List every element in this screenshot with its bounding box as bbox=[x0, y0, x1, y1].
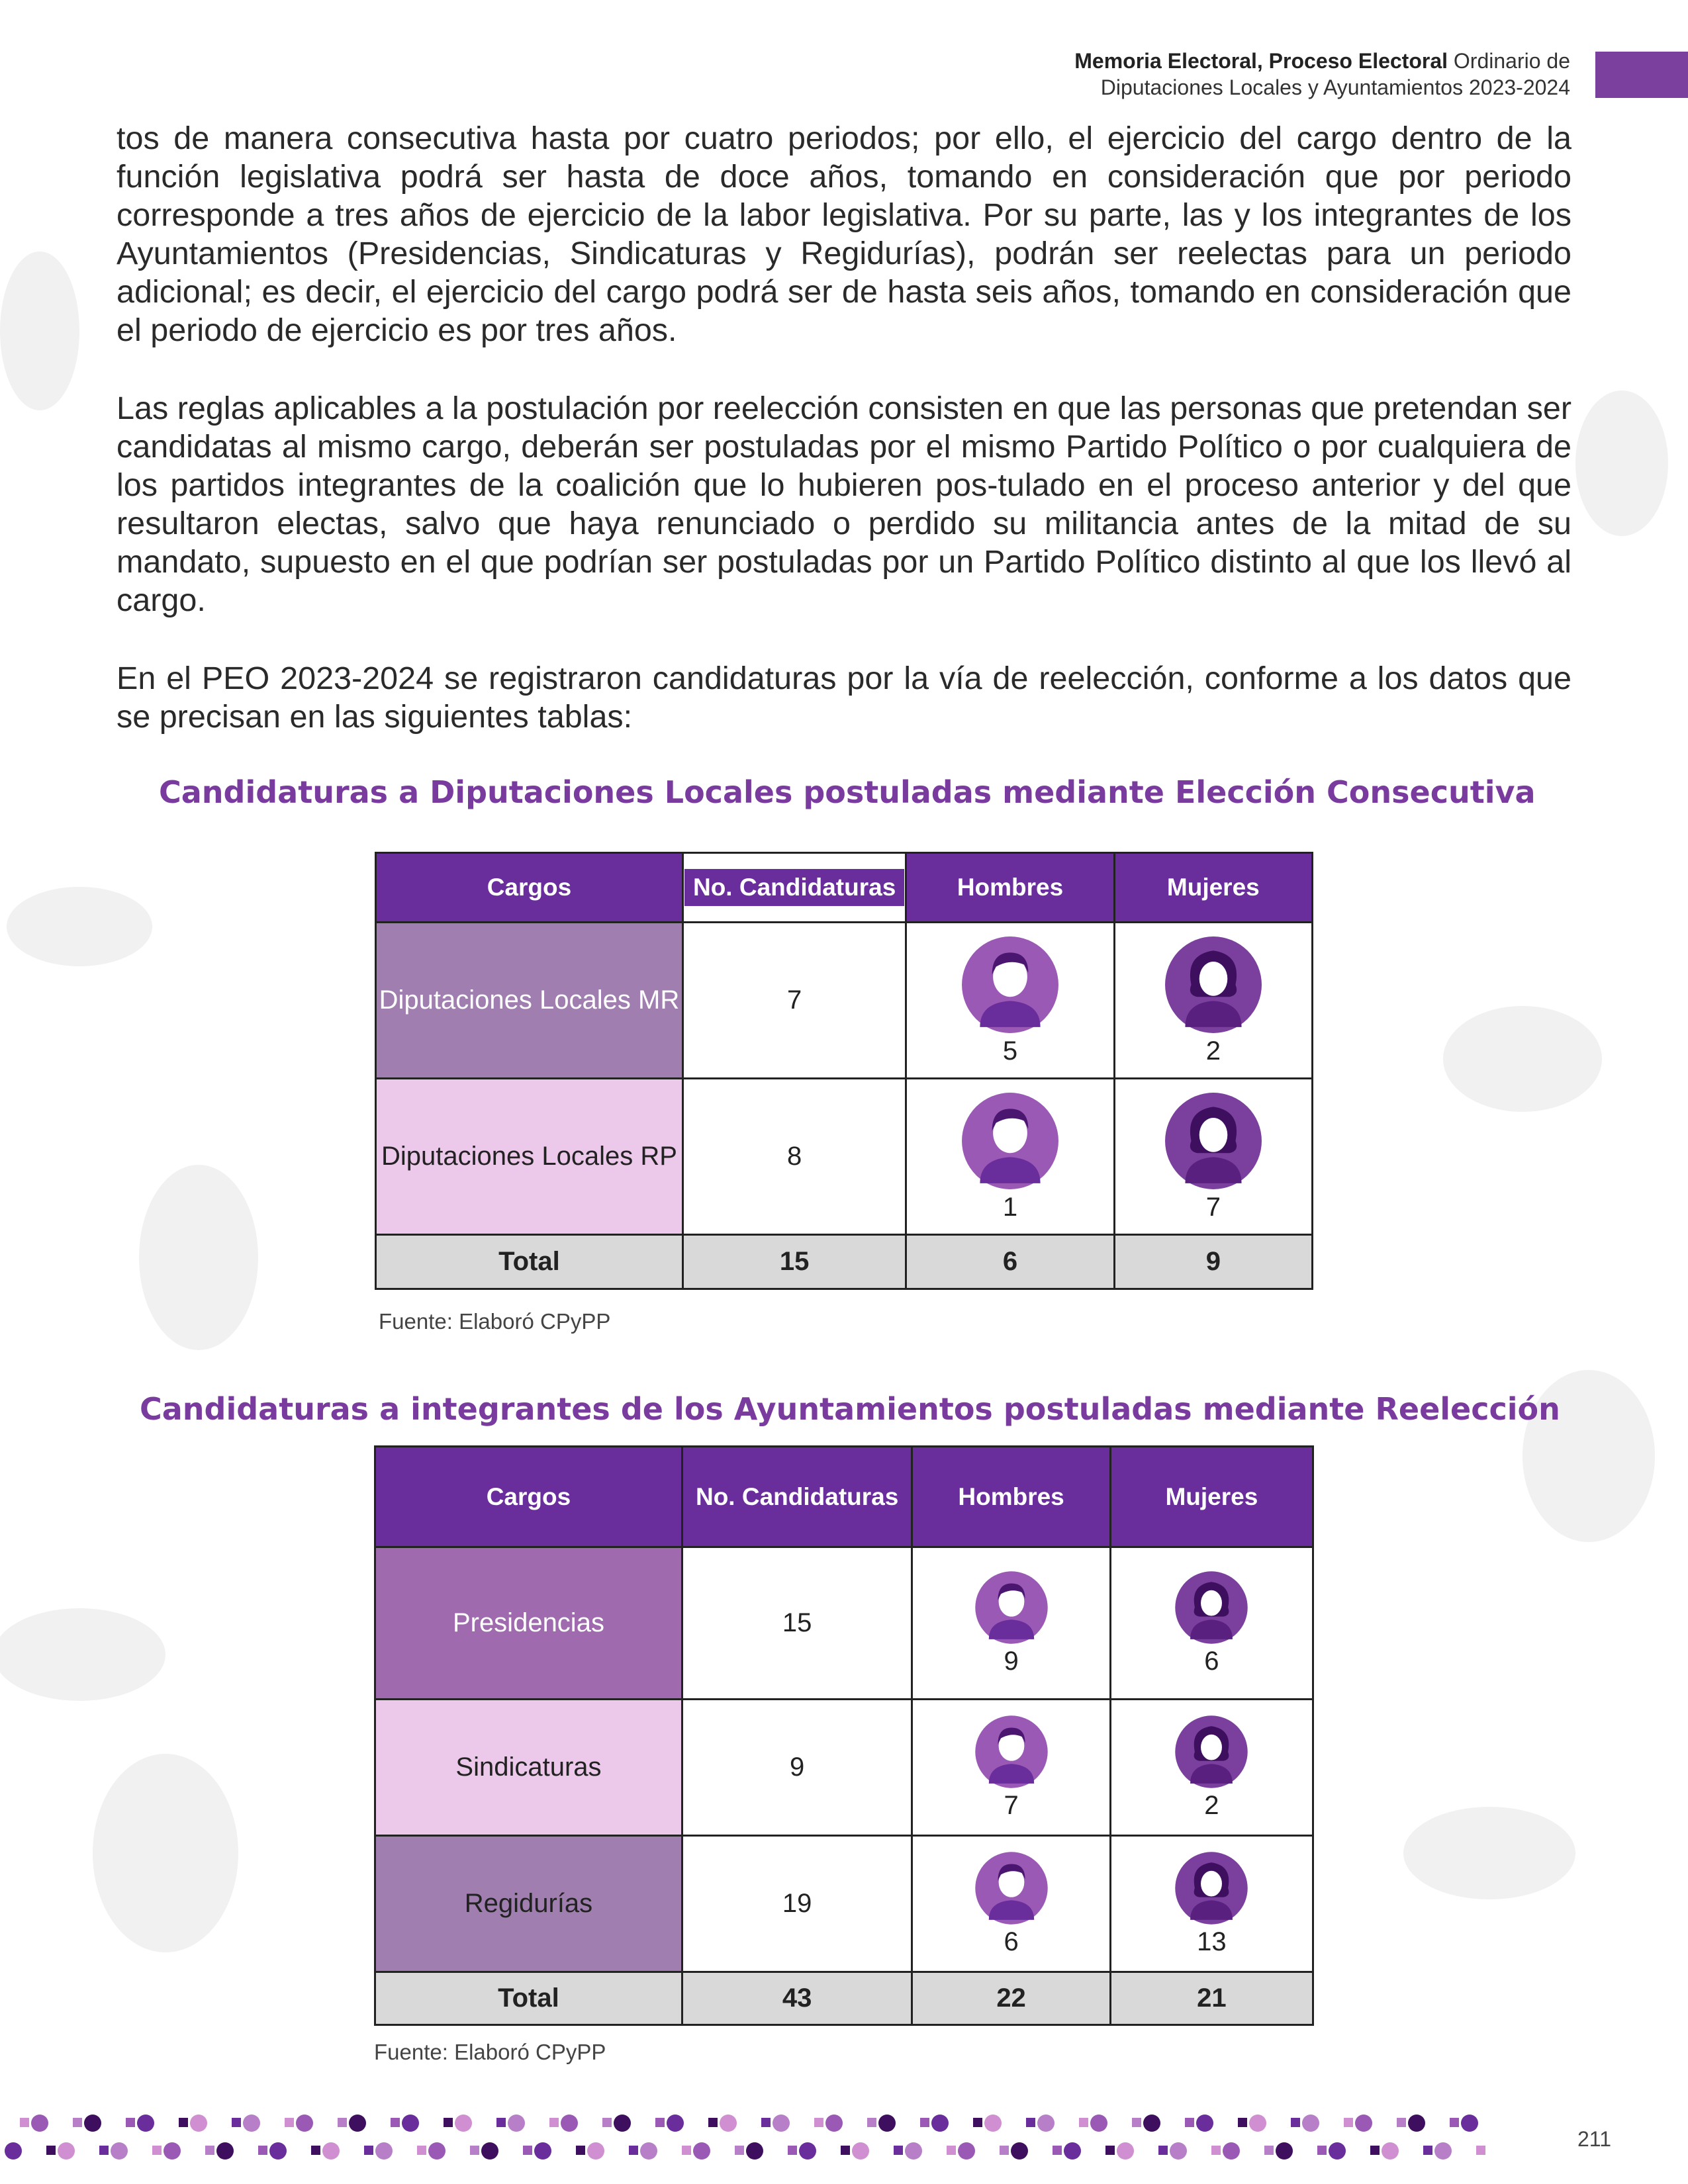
border-motif bbox=[285, 2118, 294, 2127]
border-motif bbox=[46, 2146, 56, 2155]
border-motif bbox=[602, 2118, 612, 2127]
border-motif bbox=[322, 2142, 340, 2160]
border-motif bbox=[1476, 2146, 1485, 2155]
table1-header-hombres: Hombres bbox=[906, 853, 1114, 923]
table1-header-no: No. Candidaturas bbox=[682, 853, 906, 923]
border-motif bbox=[31, 2115, 48, 2132]
border-motif bbox=[1461, 2115, 1478, 2132]
man-avatar-icon bbox=[960, 1091, 1060, 1191]
table1-header-mujeres: Mujeres bbox=[1114, 853, 1312, 923]
border-motif bbox=[243, 2115, 260, 2132]
border-motif bbox=[164, 2142, 181, 2160]
border-motif bbox=[428, 2142, 445, 2160]
table2-row1-hombres bbox=[912, 1547, 1110, 1700]
border-motif bbox=[455, 2115, 472, 2132]
border-motif bbox=[311, 2146, 320, 2155]
table1 bbox=[375, 852, 1313, 1290]
border-motif bbox=[73, 2118, 82, 2127]
border-motif bbox=[947, 2146, 956, 2155]
border-motif bbox=[1276, 2142, 1293, 2160]
page-number: 211 bbox=[1577, 2127, 1612, 2151]
table1-row2-no: 8 bbox=[682, 1079, 906, 1235]
table1-row1-no: 7 bbox=[682, 923, 906, 1079]
header-rest: Ordinario de bbox=[1448, 49, 1570, 73]
border-motif bbox=[1170, 2142, 1187, 2160]
table2-row1-mujeres bbox=[1110, 1547, 1313, 1700]
header-color-tab bbox=[1595, 52, 1688, 98]
header-line2: Diputaciones Locales y Ayuntamientos 2023-2024 bbox=[1100, 75, 1570, 99]
border-motif bbox=[1011, 2142, 1028, 2160]
paragraph-1: tos de manera consecutiva hasta por cuatro periodos; por ello, el ejercicio del cargo dentro de la función legislativa podrá ser hasta de doce años, tomando en consideración que por periodo corresponde a tres años de ejercicio de la labor legislativa. Por su parte, las y los integrantes de los Ayuntamientos (Presidencias, Sindicaturas y Regidurías), podrán ser reelectas para un periodo adicional; es decir, el ejercicio del cargo podrá ser de hasta seis años, tomando en consideración que el periodo de ejercicio es por tres años. bbox=[117, 120, 1571, 348]
border-motif bbox=[1185, 2118, 1194, 2127]
man-avatar-icon bbox=[960, 934, 1060, 1035]
border-motif bbox=[655, 2118, 665, 2127]
border-motif bbox=[216, 2142, 234, 2160]
border-motif bbox=[576, 2146, 585, 2155]
border-motif bbox=[296, 2115, 313, 2132]
table1-row1-cargo: Diputaciones Locales MR bbox=[376, 923, 683, 1079]
border-motif bbox=[958, 2142, 975, 2160]
border-motif bbox=[1143, 2115, 1160, 2132]
table2-row2-no: 9 bbox=[682, 1700, 912, 1836]
border-motif bbox=[1355, 2115, 1372, 2132]
table2-row1-hombres-count: 9 bbox=[1004, 1646, 1019, 1676]
woman-avatar-icon bbox=[1163, 934, 1264, 1035]
border-motif bbox=[58, 2142, 75, 2160]
table1-row2-mujeres bbox=[1114, 1079, 1312, 1235]
border-motif bbox=[894, 2146, 903, 2155]
border-motif bbox=[682, 2146, 691, 2155]
border-motif bbox=[269, 2142, 287, 2160]
border-motif bbox=[931, 2115, 949, 2132]
table1-row2-mujeres-count: 7 bbox=[1205, 1192, 1221, 1222]
table2 bbox=[374, 1445, 1314, 2026]
table1-row2-hombres-count: 1 bbox=[1002, 1192, 1018, 1222]
table2-total-no: 43 bbox=[682, 1972, 912, 2025]
table-row bbox=[375, 1547, 1313, 1700]
border-motif bbox=[523, 2146, 532, 2155]
table1-header-cargos: Cargos bbox=[376, 853, 683, 923]
border-motif bbox=[561, 2115, 578, 2132]
border-motif bbox=[190, 2115, 207, 2132]
border-motif bbox=[1423, 2146, 1432, 2155]
border-motif bbox=[587, 2142, 604, 2160]
table1-row1-hombres bbox=[906, 923, 1114, 1079]
border-motif bbox=[470, 2146, 479, 2155]
border-motif bbox=[1211, 2146, 1221, 2155]
table2-row3-mujeres bbox=[1110, 1836, 1313, 1972]
border-motif bbox=[799, 2142, 816, 2160]
table-row bbox=[376, 1079, 1313, 1235]
border-motif bbox=[1079, 2118, 1088, 2127]
table2-row2-hombres-count: 7 bbox=[1004, 1790, 1019, 1820]
border-motif bbox=[878, 2115, 896, 2132]
border-motif bbox=[905, 2142, 922, 2160]
table1-row2-cargo: Diputaciones Locales RP bbox=[376, 1079, 683, 1235]
border-motif bbox=[1117, 2142, 1134, 2160]
table2-row2-mujeres-count: 2 bbox=[1204, 1790, 1219, 1820]
border-motif bbox=[708, 2118, 718, 2127]
woman-avatar-icon bbox=[1174, 1570, 1249, 1645]
border-motif bbox=[258, 2146, 267, 2155]
table2-total-hombres: 22 bbox=[912, 1972, 1110, 2025]
table2-total-row bbox=[375, 1972, 1313, 2025]
border-motif bbox=[1090, 2115, 1107, 2132]
table2-row2-mujeres bbox=[1110, 1700, 1313, 1836]
border-motif bbox=[1238, 2118, 1247, 2127]
border-motif bbox=[1196, 2115, 1213, 2132]
table2-row1-mujeres-count: 6 bbox=[1204, 1646, 1219, 1676]
table1-row1-hombres-count: 5 bbox=[1002, 1036, 1018, 1066]
border-motif bbox=[973, 2118, 982, 2127]
man-avatar-icon bbox=[974, 1570, 1049, 1645]
border-motif bbox=[508, 2115, 525, 2132]
border-motif bbox=[1291, 2118, 1300, 2127]
border-motif bbox=[5, 2142, 22, 2160]
table2-header-cargos: Cargos bbox=[375, 1447, 682, 1547]
border-motif bbox=[338, 2118, 347, 2127]
border-motif bbox=[349, 2115, 366, 2132]
border-motif bbox=[402, 2115, 419, 2132]
border-motif bbox=[735, 2146, 744, 2155]
table1-total-no: 15 bbox=[682, 1235, 906, 1289]
border-motif bbox=[1408, 2115, 1425, 2132]
border-motif bbox=[126, 2118, 135, 2127]
border-motif bbox=[814, 2118, 823, 2127]
border-motif bbox=[920, 2118, 929, 2127]
border-motif bbox=[232, 2118, 241, 2127]
border-motif bbox=[1037, 2115, 1055, 2132]
border-motif bbox=[841, 2146, 850, 2155]
border-motif bbox=[614, 2115, 631, 2132]
border-motif bbox=[375, 2142, 393, 2160]
table2-source: Fuente: Elaboró CPyPP bbox=[374, 2040, 606, 2064]
border-motif bbox=[761, 2118, 771, 2127]
border-motif bbox=[152, 2146, 162, 2155]
table1-total-hombres: 6 bbox=[906, 1235, 1114, 1289]
woman-avatar-icon bbox=[1163, 1091, 1264, 1191]
border-motif bbox=[1053, 2146, 1062, 2155]
table2-row3-hombres-count: 6 bbox=[1004, 1927, 1019, 1956]
border-motif bbox=[99, 2146, 109, 2155]
table1-source: Fuente: Elaboró CPyPP bbox=[379, 1309, 611, 1334]
border-motif bbox=[1382, 2142, 1399, 2160]
border-motif bbox=[788, 2146, 797, 2155]
border-motif bbox=[205, 2146, 214, 2155]
border-motif bbox=[640, 2142, 657, 2160]
table2-row3-mujeres-count: 13 bbox=[1197, 1927, 1227, 1956]
border-motif bbox=[984, 2115, 1002, 2132]
border-motif bbox=[1434, 2142, 1452, 2160]
border-motif bbox=[720, 2115, 737, 2132]
border-motif bbox=[364, 2146, 373, 2155]
border-motif bbox=[1302, 2115, 1319, 2132]
woman-avatar-icon bbox=[1174, 1850, 1249, 1926]
border-motif bbox=[746, 2142, 763, 2160]
border-motif bbox=[84, 2115, 101, 2132]
border-motif bbox=[1329, 2142, 1346, 2160]
running-header bbox=[1074, 48, 1570, 101]
paragraph-2: Las reglas aplicables a la postulación por reelección consisten en que las personas que pretendan ser candidatas al mismo cargo, deberán ser postuladas por el mismo Partido Político o por cualquiera de los partidos integrantes de la coalición que lo hubieren pos-tulado en el proceso anterior y del que resultaron electas, salvo que haya renunciado o perdido su militancia antes de la mitad de su mandato, supuesto en el que podrían ser postuladas por un Partido Político distinto al que los llevó al cargo. bbox=[117, 390, 1571, 618]
border-motif bbox=[1249, 2115, 1266, 2132]
border-motif bbox=[481, 2142, 498, 2160]
border-motif bbox=[1450, 2118, 1459, 2127]
table1-total-row bbox=[376, 1235, 1313, 1289]
table-row bbox=[376, 923, 1313, 1079]
border-motif bbox=[444, 2118, 453, 2127]
table-row bbox=[375, 1836, 1313, 1972]
table1-total-label: Total bbox=[376, 1235, 683, 1289]
border-motif bbox=[20, 2118, 29, 2127]
table2-row2-hombres bbox=[912, 1700, 1110, 1836]
border-motif bbox=[179, 2118, 188, 2127]
table1-row1-mujeres-count: 2 bbox=[1205, 1036, 1221, 1066]
border-motif bbox=[1317, 2146, 1327, 2155]
border-motif bbox=[1344, 2118, 1353, 2127]
table-row bbox=[375, 1700, 1313, 1836]
border-motif bbox=[391, 2118, 400, 2127]
table2-header-mujeres: Mujeres bbox=[1110, 1447, 1313, 1547]
border-motif bbox=[1026, 2118, 1035, 2127]
table2-total-mujeres: 21 bbox=[1110, 1972, 1313, 2025]
border-motif bbox=[1370, 2146, 1380, 2155]
border-motif bbox=[629, 2146, 638, 2155]
man-avatar-icon bbox=[974, 1714, 1049, 1790]
paragraph-3: En el PEO 2023-2024 se registraron candidaturas por la vía de reelección, conforme a los datos que se precisan en las siguientes tablas: bbox=[117, 660, 1571, 735]
table2-row2-cargo: Sindicaturas bbox=[375, 1700, 682, 1836]
border-motif bbox=[111, 2142, 128, 2160]
table2-row3-no: 19 bbox=[682, 1836, 912, 1972]
table2-title: Candidaturas a integrantes de los Ayuntamientos postuladas mediante Reelección bbox=[140, 1391, 1560, 1427]
border-motif bbox=[1132, 2118, 1141, 2127]
table1-total-mujeres: 9 bbox=[1114, 1235, 1312, 1289]
border-motif bbox=[1000, 2146, 1009, 2155]
border-motif bbox=[1264, 2146, 1274, 2155]
border-motif bbox=[549, 2118, 559, 2127]
border-motif bbox=[773, 2115, 790, 2132]
border-motif bbox=[1064, 2142, 1081, 2160]
border-motif bbox=[1158, 2146, 1168, 2155]
border-motif bbox=[852, 2142, 869, 2160]
table2-row1-cargo: Presidencias bbox=[375, 1547, 682, 1700]
border-motif bbox=[1397, 2118, 1406, 2127]
man-avatar-icon bbox=[974, 1850, 1049, 1926]
border-motif bbox=[693, 2142, 710, 2160]
woman-avatar-icon bbox=[1174, 1714, 1249, 1790]
table1-row1-mujeres bbox=[1114, 923, 1312, 1079]
border-motif bbox=[417, 2146, 426, 2155]
border-motif bbox=[496, 2118, 506, 2127]
table2-header-no: No. Candidaturas bbox=[682, 1447, 912, 1547]
table2-total-label: Total bbox=[375, 1972, 682, 2025]
border-motif bbox=[534, 2142, 551, 2160]
border-motif bbox=[667, 2115, 684, 2132]
border-motif bbox=[137, 2115, 154, 2132]
border-motif bbox=[867, 2118, 876, 2127]
header-bold: Memoria Electoral, Proceso Electoral bbox=[1074, 49, 1448, 73]
table2-row3-hombres bbox=[912, 1836, 1110, 1972]
border-motif bbox=[1223, 2142, 1240, 2160]
table2-row1-no: 15 bbox=[682, 1547, 912, 1700]
table1-row2-hombres bbox=[906, 1079, 1114, 1235]
border-motif bbox=[1105, 2146, 1115, 2155]
embroidery-border bbox=[0, 2105, 1503, 2171]
table2-row3-cargo: Regidurías bbox=[375, 1836, 682, 1972]
table2-header-hombres: Hombres bbox=[912, 1447, 1110, 1547]
border-motif bbox=[825, 2115, 843, 2132]
table1-title: Candidaturas a Diputaciones Locales postuladas mediante Elección Consecutiva bbox=[159, 774, 1536, 810]
